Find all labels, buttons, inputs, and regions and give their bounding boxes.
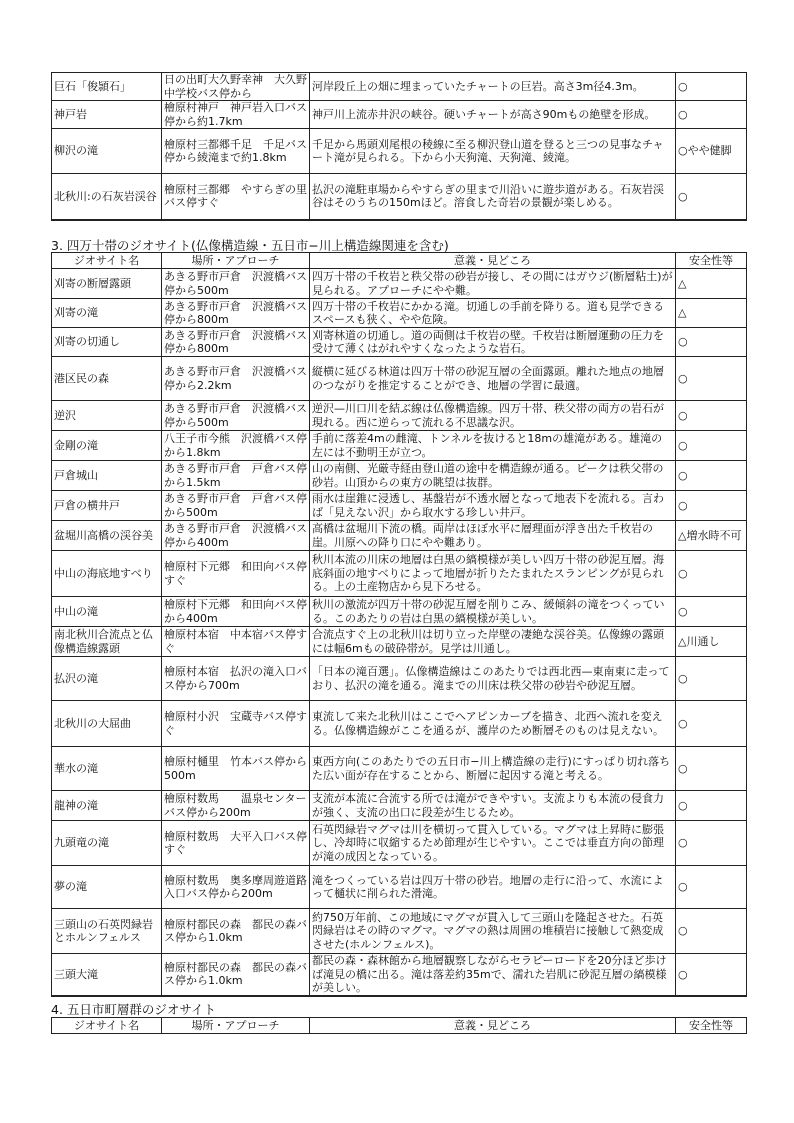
access-cell: 檜原村本宿 中本宿バス停すぐ — [162, 627, 310, 657]
site-name-cell: 三頭山の石英閃緑岩とホルンフェルス — [52, 909, 162, 954]
site-name-cell: 戸倉城山 — [52, 461, 162, 491]
description-cell: 神戸川上流赤井沢の峡谷。硬いチャートが高さ90mもの絶壁を形成。 — [310, 101, 676, 129]
access-cell: 檜原村三都郷千足 千足バス停から綾滝まで約1.8km — [162, 129, 310, 174]
safety-cell: ○ — [676, 357, 747, 401]
safety-cell: ○ — [676, 597, 747, 627]
table-row — [52, 657, 747, 701]
site-name-cell: 港区民の森 — [52, 357, 162, 401]
safety-cell: ○ — [676, 747, 747, 791]
description-cell: 千足から馬頭刈尾根の稜線に至る柳沢登山道を登ると三つの見事なチャート滝が見られる。下から小天狗滝、天狗滝、綾滝。 — [310, 129, 676, 174]
site-name-cell: 刈寄の滝 — [52, 299, 162, 328]
description-cell: 約750万年前、この地域にマグマが貫入して三頭山を隆起させた。石英閃緑岩はその時のマグマ。マグマの熱は周囲の堆積岩に接触して熱変成させた(ホルンフェルス)。 — [310, 909, 676, 954]
site-name-cell: 柳沢の滝 — [52, 129, 162, 174]
table-row — [52, 866, 747, 909]
safety-cell: ○ — [676, 461, 747, 491]
safety-cell: ○ — [676, 791, 747, 821]
access-cell: 檜原村下元郷 和田向バス停から400m — [162, 597, 310, 627]
description-cell: 河岸段丘上の畑に埋まっていたチャートの巨岩。高さ3m径4.3m。 — [310, 73, 676, 101]
safety-cell: ○ — [676, 701, 747, 747]
table-header-row — [52, 253, 747, 269]
access-cell: あきる野市戸倉 沢渡橋バス停から500m — [162, 269, 310, 299]
access-cell: あきる野市戸倉 沢渡橋バス停から800m — [162, 328, 310, 357]
table-row — [52, 627, 747, 657]
table-row — [52, 357, 747, 401]
access-cell: 檜原村樋里 竹本バス停から500m — [162, 747, 310, 791]
description-cell: 逆沢—川口川を結ぶ線は仏像構造線。四万十帯、秩父帯の両方の岩石が現れる。西に逆らって流れる不思議な沢。 — [310, 401, 676, 431]
description-cell: 四万十帯の千枚岩にかかる滝。切通しの手前を降りる。道も見学できるスペースも狭く、やや危険。 — [310, 299, 676, 328]
table-row — [52, 701, 747, 747]
safety-cell: △増水時不可 — [676, 521, 747, 551]
safety-cell: ○やや健脚 — [676, 129, 747, 174]
access-cell: あきる野市戸倉 沢渡橋バス停から2.2km — [162, 357, 310, 401]
site-name-cell: 夢の滝 — [52, 866, 162, 909]
section3-table — [51, 252, 747, 997]
header-safety: 安全性等 — [676, 253, 747, 269]
header-site-name: ジオサイト名 — [52, 1018, 162, 1034]
header-description: 意義・見どころ — [310, 1018, 676, 1034]
description-cell: 高橋は盆堀川下流の橋。両岸はほぼ水平に層理面が浮き出た千枚岩の崖。川原への降り口にやや難あり。 — [310, 521, 676, 551]
table-row — [52, 299, 747, 328]
description-cell: 東西方向(このあたりでの五日市−川上構造線の走行)にすっぱり切れ落ちた広い面が存在することから、断層に起因する滝と考える。 — [310, 747, 676, 791]
safety-cell: ○ — [676, 551, 747, 597]
site-name-cell: 刈寄の切通し — [52, 328, 162, 357]
description-cell: 雨水は崖錐に浸透し、基盤岩が不透水層となって地表下を流れる。言わば「見えない沢」から取水する珍しい井戸。 — [310, 491, 676, 521]
site-name-cell: 金剛の滝 — [52, 431, 162, 461]
safety-cell: ○ — [676, 401, 747, 431]
description-cell: 支流が本流に合流する所では滝ができやすい。支流よりも本流の侵食力が強く、支流の出口に段差が生じるため。 — [310, 791, 676, 821]
description-cell: 払沢の滝駐車場からやすらぎの里まで川沿いに遊歩道がある。石灰岩渓谷はそのうちの150mほど。溶食した奇岩の景観が楽しめる。 — [310, 174, 676, 220]
safety-cell: △ — [676, 269, 747, 299]
site-name-cell: 中山の海底地すべり — [52, 551, 162, 597]
site-name-cell: 九頭竜の滝 — [52, 821, 162, 866]
site-name-cell: 神戸岩 — [52, 101, 162, 129]
table-row — [52, 551, 747, 597]
safety-cell: ○ — [676, 73, 747, 101]
table-row — [52, 174, 747, 220]
access-cell: あきる野市戸倉 戸倉バス停から1.5km — [162, 461, 310, 491]
safety-cell: ○ — [676, 328, 747, 357]
table-row — [52, 129, 747, 174]
safety-cell: △ — [676, 299, 747, 328]
table-row — [52, 491, 747, 521]
safety-cell: ○ — [676, 909, 747, 954]
access-cell: 檜原村数馬 温泉センターバス停から200m — [162, 791, 310, 821]
access-cell: 日の出町大久野幸神 大久野中学校バス停から — [162, 73, 310, 101]
safety-cell: ○ — [676, 657, 747, 701]
site-name-cell: 刈寄の断層露頭 — [52, 269, 162, 299]
table-row — [52, 791, 747, 821]
access-cell: あきる野市戸倉 沢渡橋バス停から500m — [162, 401, 310, 431]
table-header-row — [52, 1018, 747, 1034]
access-cell: 檜原村下元郷 和田向バス停すぐ — [162, 551, 310, 597]
table-row — [52, 431, 747, 461]
site-name-cell: 北秋川:の石灰岩渓谷 — [52, 174, 162, 220]
access-cell: 檜原村都民の森 都民の森バス停から1.0km — [162, 954, 310, 996]
table-row — [52, 73, 747, 101]
access-cell: 檜原村数馬 大平入口バス停すぐ — [162, 821, 310, 866]
description-cell: 東流して来た北秋川はここでヘアピンカーブを描き、北西へ流れを変える。仏像構造線がここを通るが、護岸のため断層そのものは見えない。 — [310, 701, 676, 747]
description-cell: 四万十帯の千枚岩と秩父帯の砂岩が接し、その間にはガウジ(断層粘土)が見られる。アプローチにやや難。 — [310, 269, 676, 299]
table-row — [52, 461, 747, 491]
description-cell: 秋川の激流が四万十帯の砂泥互層を削りこみ、緩傾斜の滝をつくっている。このあたりの岩は白黒の縞模様が美しい。 — [310, 597, 676, 627]
header-access: 場所・アプローチ — [162, 253, 310, 269]
header-site-name: ジオサイト名 — [52, 253, 162, 269]
access-cell: 檜原村三都郷 やすらぎの里バス停すぐ — [162, 174, 310, 220]
table-row — [52, 747, 747, 791]
description-cell: 秋川本流の川床の地層は白黒の縞模様が美しい四万十帯の砂泥互層。海底斜面の地すべりによって地層が折りたたまれたスランピングが見られる。上の土産物店から見下ろせる。 — [310, 551, 676, 597]
access-cell: 檜原村神戸 神戸岩入口バス停から約1.7km — [162, 101, 310, 129]
access-cell: あきる野市戸倉 沢渡橋バス停から800m — [162, 299, 310, 328]
access-cell: 檜原村小沢 宝蔵寺バス停すぐ — [162, 701, 310, 747]
safety-cell: ○ — [676, 431, 747, 461]
site-name-cell: 盆堀川高橋の渓谷美 — [52, 521, 162, 551]
site-name-cell: 戸倉の横井戸 — [52, 491, 162, 521]
access-cell: あきる野市戸倉 戸倉バス停から500m — [162, 491, 310, 521]
header-safety: 安全性等 — [676, 1018, 747, 1034]
site-name-cell: 逆沢 — [52, 401, 162, 431]
header-description: 意義・見どころ — [310, 253, 676, 269]
site-name-cell: 北秋川の大屈曲 — [52, 701, 162, 747]
site-name-cell: 南北秋川合流点と仏像構造線露頭 — [52, 627, 162, 657]
safety-cell: ○ — [676, 954, 747, 996]
table-row — [52, 401, 747, 431]
description-cell: 山の南側、光厳寺経由登山道の途中を構造線が通る。ピークは秩父帯の砂岩。山頂からの東方の眺望は抜群。 — [310, 461, 676, 491]
table-row — [52, 909, 747, 954]
description-cell: 手前に落差4mの雌滝、トンネルを抜けると18mの雄滝がある。雄滝の左には不動明王が立つ。 — [310, 431, 676, 461]
section2-table-continued — [51, 72, 747, 221]
site-name-cell: 巨石「俊頴石」 — [52, 73, 162, 101]
section4-table — [51, 1017, 747, 1034]
table-row — [52, 821, 747, 866]
header-access: 場所・アプローチ — [162, 1018, 310, 1034]
table-row — [52, 954, 747, 996]
safety-cell: △川通し — [676, 627, 747, 657]
description-cell: 「日本の滝百選」。仏像構造線はこのあたりでは西北西—東南東に走っており、払沢の滝を通る。滝までの川床は秩父帯の砂岩や砂泥互層。 — [310, 657, 676, 701]
table-row — [52, 328, 747, 357]
site-name-cell: 払沢の滝 — [52, 657, 162, 701]
table-row — [52, 101, 747, 129]
safety-cell: ○ — [676, 821, 747, 866]
site-name-cell: 三頭大滝 — [52, 954, 162, 996]
access-cell: 檜原村都民の森 都民の森バス停から1.0km — [162, 909, 310, 954]
access-cell: 檜原村数馬 奥多摩周遊道路入口バス停から200m — [162, 866, 310, 909]
table-row — [52, 521, 747, 551]
access-cell: 八王子市今熊 沢渡橋バス停から1.8km — [162, 431, 310, 461]
table-row — [52, 597, 747, 627]
section4-heading: 4. 五日市町層群のジオサイト — [51, 1002, 217, 1017]
site-name-cell: 中山の滝 — [52, 597, 162, 627]
description-cell: 石英閃緑岩マグマは川を横切って貫入している。マグマは上昇時に膨張し、冷却時に収縮するため節理が生じやすい。ここでは垂直方向の節理が滝の成因となっている。 — [310, 821, 676, 866]
access-cell: 檜原村本宿 払沢の滝入口バス停から700m — [162, 657, 310, 701]
safety-cell: ○ — [676, 101, 747, 129]
description-cell: 合流点すぐ上の北秋川は切り立った岸壁の凄絶な渓谷美。仏像線の露頭には幅6mもの破砕帯が。見学は川通し。 — [310, 627, 676, 657]
site-name-cell: 龍神の滝 — [52, 791, 162, 821]
safety-cell: ○ — [676, 866, 747, 909]
description-cell: 縦横に延びる林道は四万十帯の砂泥互層の全面露頭。離れた地点の地層のつながりを推定することができ、地層の学習に最適。 — [310, 357, 676, 401]
access-cell: あきる野市戸倉 沢渡橋バス停から400m — [162, 521, 310, 551]
safety-cell: ○ — [676, 174, 747, 220]
description-cell: 刈寄林道の切通し。道の両側は千枚岩の壁。千枚岩は断層運動の圧力を受けて薄くはがれやすくなったような岩石。 — [310, 328, 676, 357]
description-cell: 都民の森・森林館から地層観察しながらセラピーロードを20分ほど歩けば滝見の橋に出る。滝は落差約35mで、濡れた岩肌に砂泥互層の縞模様が美しい。 — [310, 954, 676, 996]
description-cell: 滝をつくっている岩は四万十帯の砂岩。地層の走行に沿って、水流によって樋状に削られた滑滝。 — [310, 866, 676, 909]
site-name-cell: 華水の滝 — [52, 747, 162, 791]
section3-heading: 3. 四万十帯のジオサイト(仏像構造線・五日市−川上構造線関連を含む) — [51, 238, 449, 253]
safety-cell: ○ — [676, 491, 747, 521]
table-row — [52, 269, 747, 299]
